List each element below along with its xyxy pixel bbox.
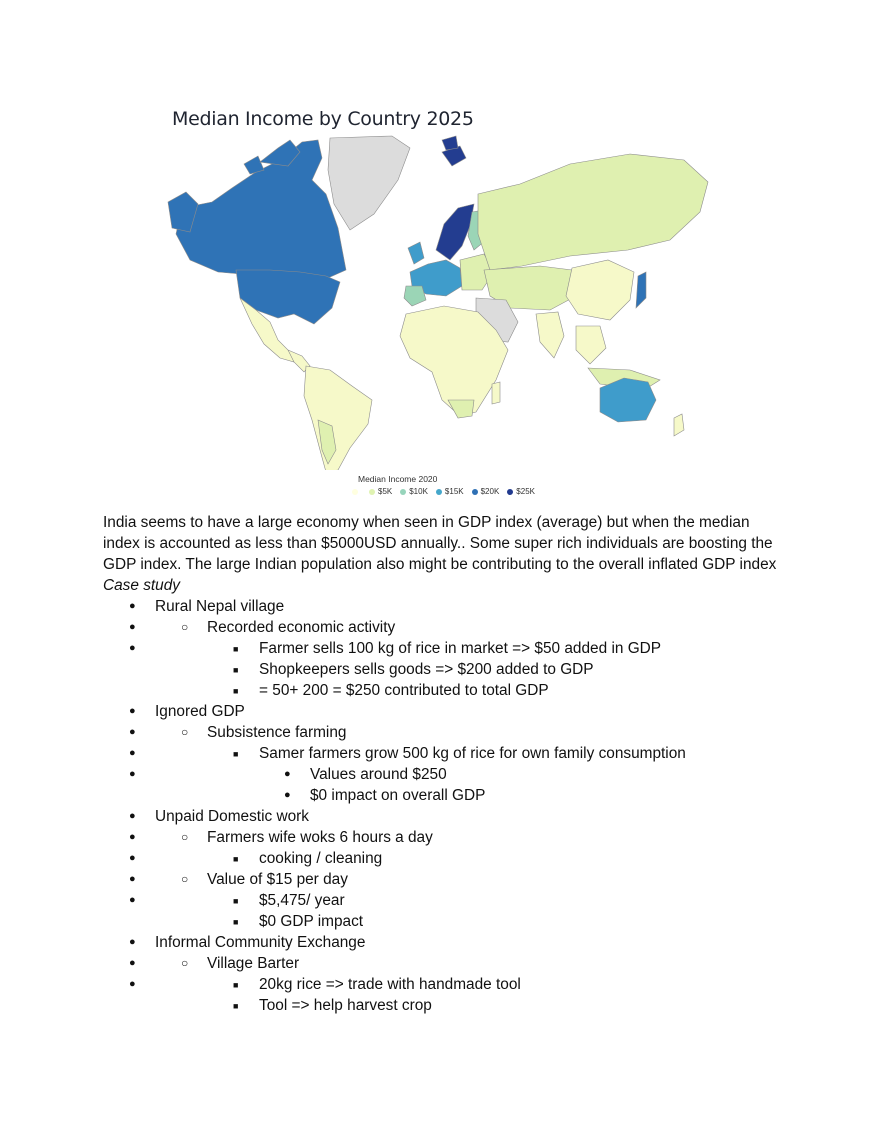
map-madagascar [492,382,500,404]
detail-subitem: Values around $250 [310,766,447,783]
list-item [103,848,783,869]
legend-item [436,487,464,496]
map-canada [176,140,346,278]
legend-swatch [436,489,442,495]
legend-swatch [472,489,478,495]
list-item [103,869,783,890]
legend-item [369,487,392,496]
map-australia [600,378,656,422]
legend-label: $10K [409,487,428,496]
list-item [103,617,783,638]
subsection-label: Farmers wife woks 6 hours a day [207,829,433,846]
list-item [103,890,783,911]
map-russia [478,154,708,270]
legend-items [352,487,592,496]
list-item [103,995,783,1016]
list-item [103,680,783,701]
detail-item: $0 GDP impact [259,913,364,930]
list-item [103,722,783,743]
detail-subitem: $0 impact on overall GDP [310,787,486,804]
detail-item: Samer farmers grow 500 kg of rice for own family consumption [259,745,686,762]
section-label: Ignored GDP [155,703,245,720]
list-item [103,953,783,974]
list-item [103,953,783,974]
list-item [103,722,783,743]
legend-swatch [507,489,513,495]
case-study-title: Case study [103,577,180,594]
map-new-zealand [674,414,684,436]
legend-item [507,487,535,496]
map-southeast-asia [576,326,606,364]
map-greenland [328,136,410,230]
detail-item: $5,475/ year [259,892,345,909]
legend-swatch [352,489,358,495]
subsection-label: Recorded economic activity [207,619,396,636]
list-item [103,827,783,848]
map-china [566,260,634,320]
list-item [103,848,783,869]
list-item [103,596,783,617]
map-svalbard [442,136,458,150]
case-study-list [103,596,783,1016]
map-legend [352,474,592,496]
detail-item: Shopkeepers sells goods => $200 added to GDP [259,661,594,678]
map-uk [408,242,424,264]
detail-item: Tool => help harvest crop [259,997,432,1014]
list-item [103,617,783,638]
subsection-label: Value of $15 per day [207,871,348,888]
section-label: Unpaid Domestic work [155,808,309,825]
detail-item: 20kg rice => trade with handmade tool [259,976,521,993]
legend-item [400,487,428,496]
map-south-america [304,366,372,470]
list-item [103,974,783,1016]
list-item [103,785,783,806]
list-item [103,806,783,827]
legend-title: Median Income 2020 [358,474,438,484]
income-map-figure [160,100,720,500]
intro-paragraph: India seems to have a large economy when seen in GDP index (average) but when the median index is accounted as less than $5000USD annually.. Some super rich individuals are boosting the GDP index. The large Indian population also might be contributing to the overall inflated GDP index [103,514,777,573]
map-scandinavia [436,204,474,260]
list-item [103,869,783,890]
list-item [103,743,783,764]
legend-label: $25K [516,487,535,496]
list-item [103,701,783,722]
legend-swatch [369,489,375,495]
section-label: Informal Community Exchange [155,934,366,951]
map-japan [636,272,646,308]
legend-item [472,487,500,496]
map-title: Median Income by Country 2025 [172,108,474,130]
subsection-label: Subsistence farming [207,724,347,741]
world-map [160,100,720,470]
list-item [103,659,783,680]
list-item [103,638,783,701]
list-item [103,743,783,764]
detail-item: cooking / cleaning [259,850,383,867]
legend-label: $20K [480,487,500,496]
section-label: Rural Nepal village [155,598,285,615]
detail-item: Farmer sells 100 kg of rice in market => $50 added in GDP [259,640,662,657]
subsection-label: Village Barter [207,955,300,972]
list-item [103,638,783,659]
legend-swatch [400,489,406,495]
list-item [103,764,783,806]
legend-item [352,489,361,495]
document-body [103,512,783,1016]
list-item [103,764,783,785]
detail-item: = 50+ 200 = $250 contributed to total GDP [259,682,549,699]
list-item [103,827,783,848]
list-item [103,890,783,932]
legend-label: $15K [444,487,464,496]
list-item [103,911,783,932]
list-item [103,932,783,953]
map-iberia [404,286,426,306]
list-item [103,974,783,995]
legend-label: $5K [378,487,393,496]
map-india [536,312,564,358]
